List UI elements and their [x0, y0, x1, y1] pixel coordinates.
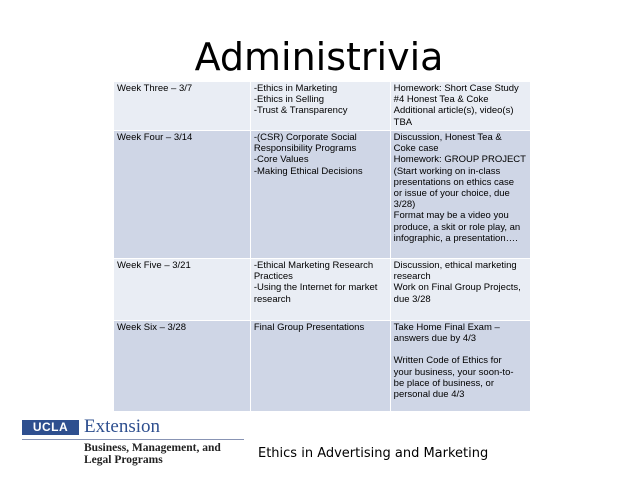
week-cell: Week Six – 3/28 — [114, 321, 251, 412]
table-row — [114, 259, 531, 321]
homework-cell: Take Home Final Exam – answers due by 4/3 Written Code of Ethics for your business, your soon-to- be place of business, or personal due 4/3 — [390, 321, 530, 412]
week-cell: Week Three – 3/7 — [114, 82, 251, 131]
logo-divider — [22, 439, 244, 440]
program-name: Business, Management, and Legal Programs — [84, 442, 221, 466]
homework-cell: Discussion, Honest Tea & Coke case Homework: GROUP PROJECT (Start working on in-class presentations on ethics case or issue of your choice, due 3/28) Format may be a video you produce, a skit or role play, an infographic, a presentation…. — [390, 131, 530, 259]
ucla-badge: UCLA — [22, 420, 79, 435]
topics-cell: -(CSR) Corporate Social Responsibility Programs -Core Values -Making Ethical Decisions — [250, 131, 390, 259]
ucla-extension-logo — [22, 416, 252, 464]
schedule-table — [113, 81, 531, 412]
topics-cell: Final Group Presentations — [250, 321, 390, 412]
footer-course-title: Ethics in Advertising and Marketing — [258, 446, 489, 461]
topics-cell: -Ethical Marketing Research Practices -Using the Internet for market research — [250, 259, 390, 321]
week-cell: Week Four – 3/14 — [114, 131, 251, 259]
homework-cell: Homework: Short Case Study #4 Honest Tea & Coke Additional article(s), video(s) TBA — [390, 82, 530, 131]
homework-cell: Discussion, ethical marketing research Work on Final Group Projects, due 3/28 — [390, 259, 530, 321]
topics-cell: -Ethics in Marketing -Ethics in Selling -Trust & Transparency — [250, 82, 390, 131]
table-row — [114, 131, 531, 259]
table-row — [114, 321, 531, 412]
table-row — [114, 82, 531, 131]
week-cell: Week Five – 3/21 — [114, 259, 251, 321]
slide-title: Administrivia — [194, 35, 444, 79]
extension-wordmark: Extension — [84, 416, 160, 437]
